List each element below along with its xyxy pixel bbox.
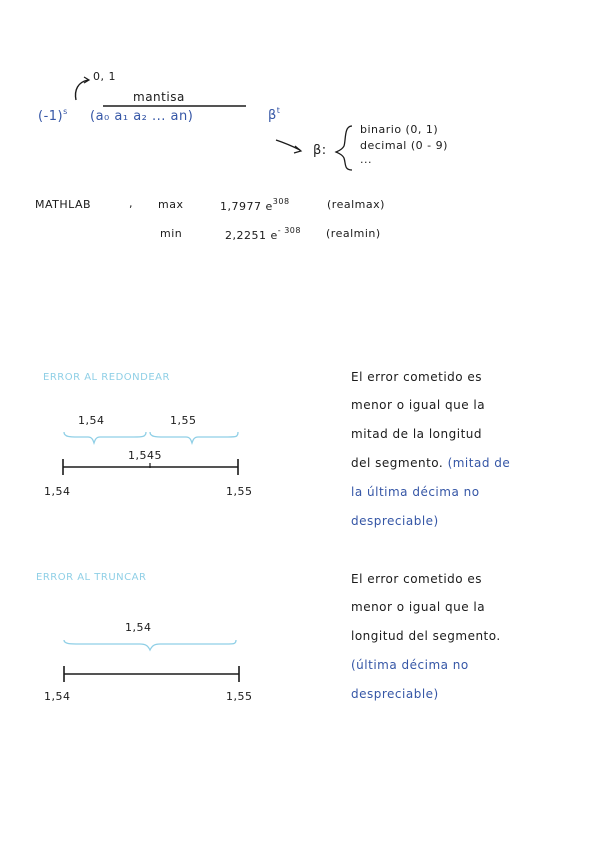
beta-option-decimal: decimal (0 - 9): [360, 139, 448, 152]
truncating-text-line-3: longitud del segmento.: [351, 629, 501, 643]
rounding-left-brace-label: 1,54: [78, 414, 105, 427]
truncating-text-line-1: El error cometido es: [351, 572, 483, 586]
matlab-label: MATHLAB: [35, 198, 92, 211]
sign-term: $(-1)^s$: [38, 107, 68, 124]
beta-option-binary: binario (0, 1): [360, 123, 439, 136]
mantissa-label: mantisa: [133, 90, 185, 104]
beta-brace: [336, 126, 352, 170]
rounding-text-line-2: menor o igual que la: [351, 398, 486, 412]
rounding-right-brace-label: 1,55: [170, 414, 197, 427]
matlab-min-label: min: [160, 227, 183, 240]
sign-options: 0, 1: [93, 70, 116, 83]
rounding-heading: ERROR AL REDONDEAR: [43, 372, 170, 383]
rounding-text-line-4: del segmento. (mitad de: [351, 456, 511, 470]
rounding-text-line-5: la última décima no: [351, 485, 480, 499]
matlab-min-fn: (realmin): [326, 227, 381, 240]
rounding-mid-label: 1,545: [128, 449, 162, 462]
truncating-text-line-4: (última décima no: [351, 658, 469, 672]
truncating-brace: [64, 640, 236, 650]
beta-arrow: [276, 140, 300, 150]
truncating-heading: ERROR AL TRUNCAR: [36, 572, 147, 583]
matlab-max-value: 1,7977 $e^{308}$: [220, 197, 290, 213]
rounding-text-line-6: despreciable): [351, 514, 439, 528]
matlab-max-label: max: [158, 198, 184, 211]
matlab-min-value: 2,2251 $e^{- 308}$: [225, 226, 301, 242]
rounding-right-brace: [150, 432, 238, 443]
sign-arrow: [76, 80, 89, 100]
base-term: $\beta^t$: [268, 106, 281, 123]
truncating-right-end: 1,55: [226, 690, 253, 703]
truncating-left-end: 1,54: [44, 690, 71, 703]
rounding-left-brace: [64, 432, 146, 443]
mantissa-digits: (a₀ a₁ a₂ ... an): [90, 109, 194, 124]
beta-label: β:: [313, 143, 327, 158]
rounding-text-line-1: El error cometido es: [351, 370, 483, 384]
rounding-text-line-3: mitad de la longitud: [351, 427, 482, 441]
beta-option-more: ...: [360, 153, 372, 166]
matlab-max-fn: (realmax): [327, 198, 385, 211]
matlab-separator: ,: [129, 197, 133, 210]
rounding-left-end: 1,54: [44, 485, 71, 498]
truncating-text-line-2: menor o igual que la: [351, 600, 486, 614]
truncating-brace-label: 1,54: [125, 621, 152, 634]
rounding-right-end: 1,55: [226, 485, 253, 498]
truncating-text-line-5: despreciable): [351, 687, 439, 701]
